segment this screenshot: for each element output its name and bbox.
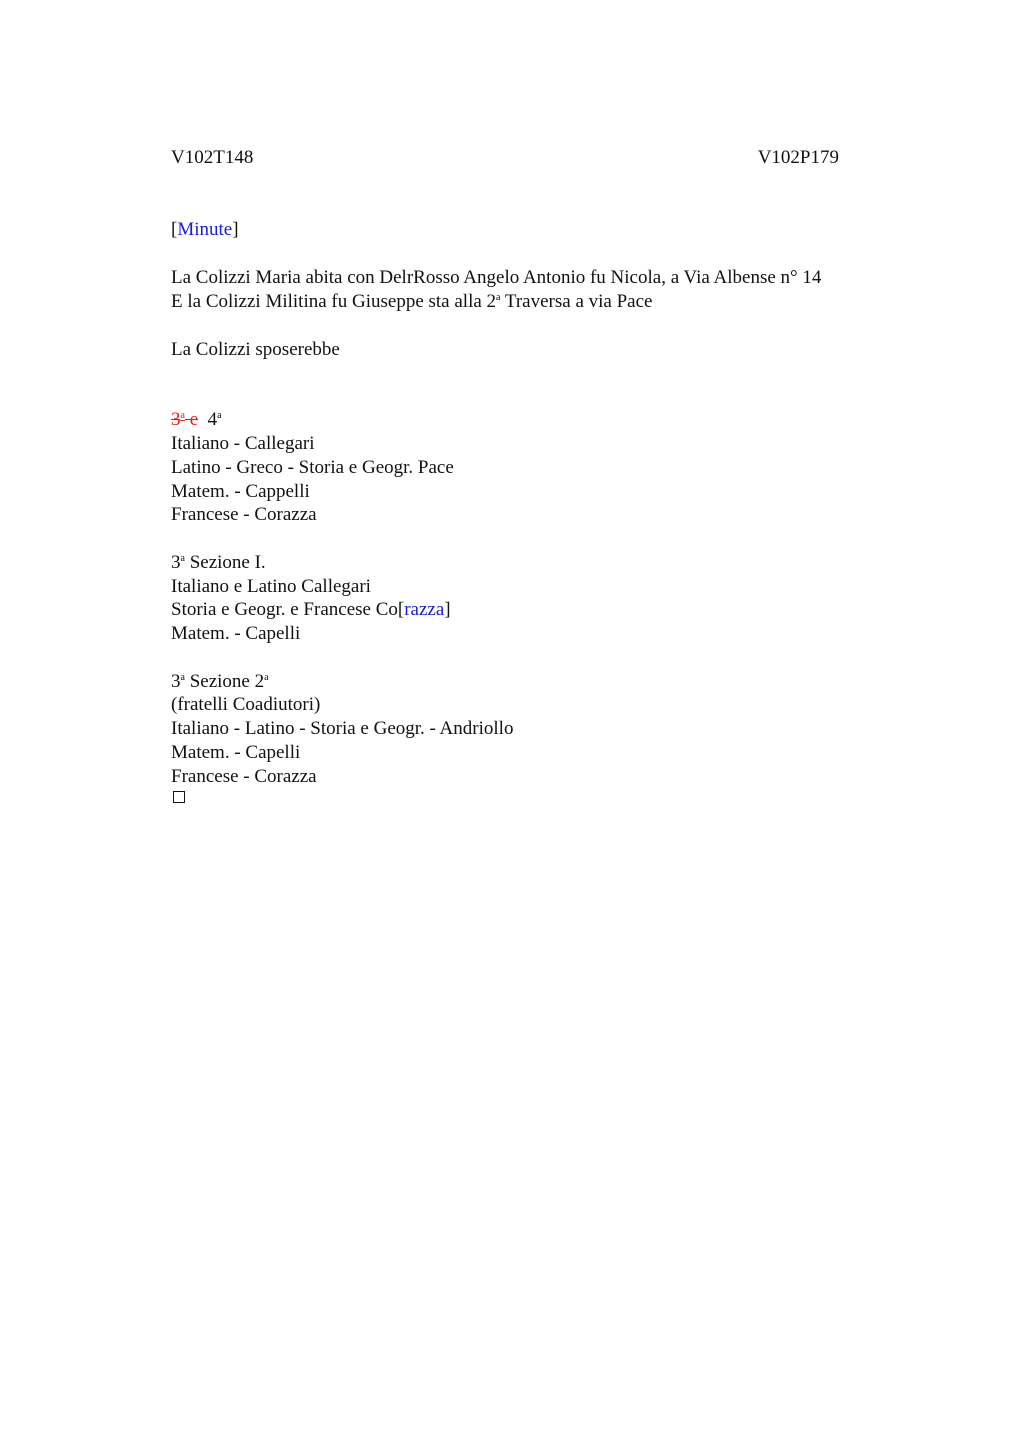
section-3-1-heading: [171, 551, 266, 575]
paragraph1-line2-before: E la Colizzi Militina fu Giuseppe sta alla 2: [171, 291, 497, 312]
struck-sup: a: [180, 410, 185, 421]
section-3-1-num: 3: [171, 552, 181, 573]
section-34-line: Matem. - Cappelli: [171, 481, 310, 502]
section-3-2-line: (fratelli Coadiutori): [171, 694, 321, 715]
section-3-1-line2-before: Storia e Geogr. e Francese Co: [171, 599, 398, 620]
minute-label: [171, 218, 239, 242]
section-3-2-line: Francese - Corazza: [171, 766, 317, 787]
section-34-sup: a: [217, 410, 222, 421]
paragraph2-line1: La Colizzi sposerebbe: [171, 339, 340, 360]
section-3-2-sup: a: [180, 672, 185, 683]
minute-close-bracket: ]: [232, 219, 239, 240]
section-3-2-line: Matem. - Capelli: [171, 742, 301, 763]
struck-text: [171, 409, 198, 430]
section-3-2-heading: [171, 670, 269, 694]
section-34-line: Latino - Greco - Storia e Geogr. Pace: [171, 457, 454, 478]
section-3-2-title-sup: a: [264, 672, 269, 683]
section-3-2-title: Sezione 2: [184, 671, 265, 692]
section-3-2-num: 3: [171, 671, 181, 692]
section-34-line: Francese - Corazza: [171, 504, 317, 525]
paragraph1-line2-sup: a: [496, 292, 501, 303]
section-34-line: Italiano - Callegari: [171, 433, 315, 454]
header-right-code: V102P179: [757, 147, 839, 168]
section-3-1-line: Matem. - Capelli: [171, 623, 301, 644]
section-3-1-close-bracket: ]: [444, 599, 451, 620]
struck-num: 3: [171, 409, 181, 430]
empty-box-icon: [173, 791, 185, 803]
section-3-1-blue-text: razza: [404, 599, 445, 620]
section-34-num: 4: [207, 409, 218, 430]
section-3-1-open-bracket: [: [397, 599, 405, 620]
paragraph1-line1: La Colizzi Maria abita con DelrRosso Angelo Antonio fu Nicola, a Via Albense n° 14: [171, 267, 822, 288]
section-3-1-title: Sezione I.: [184, 552, 266, 573]
section-3-1-sup: a: [180, 553, 185, 564]
section-3-2-line: Italiano - Latino - Storia e Geogr. - Andriollo: [171, 718, 514, 739]
paragraph1-line2: [171, 290, 652, 314]
header-left-code: V102T148: [171, 147, 254, 168]
section-3-1-line2: [171, 598, 451, 622]
minute-text: Minute: [177, 219, 233, 240]
struck-e: e: [184, 409, 199, 430]
header-row: [171, 147, 839, 171]
paragraph1-line2-after: Traversa a via Pace: [500, 291, 653, 312]
section-34-heading: [171, 408, 222, 432]
section-3-1-line: Italiano e Latino Callegari: [171, 576, 371, 597]
minute-open-bracket: [: [171, 219, 178, 240]
